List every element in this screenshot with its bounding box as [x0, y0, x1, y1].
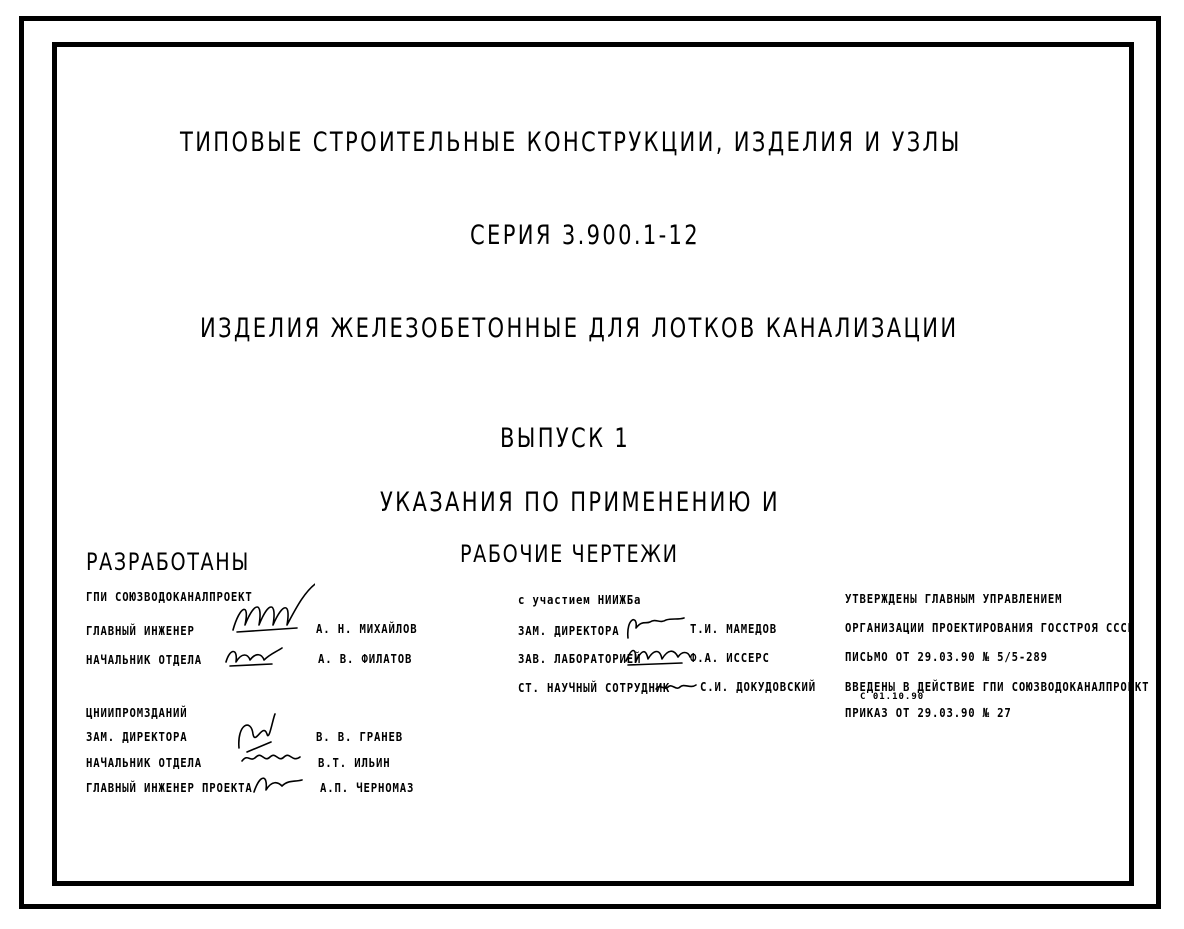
participation-heading: с участием НИИЖБа — [518, 592, 642, 607]
org2-role-1: ЗАМ. ДИРЕКТОРА — [86, 729, 188, 744]
signature-mikhailov — [225, 580, 315, 645]
document-subject: ИЗДЕЛИЯ ЖЕЛЕЗОБЕТОННЫЕ ДЛЯ ЛОТКОВ КАНАЛИЗАЦИИ — [200, 313, 959, 344]
org1-person-2: А. В. ФИЛАТОВ — [318, 651, 413, 666]
developed-heading: РАЗРАБОТАНЫ — [86, 548, 250, 576]
niizhb-person-1: Т.И. МАМЕДОВ — [690, 621, 777, 636]
niizhb-role-1: ЗАМ. ДИРЕКТОРА — [518, 623, 620, 638]
series-number: СЕРИЯ 3.900.1-12 — [470, 220, 701, 251]
org2-role-2: НАЧАЛЬНИК ОТДЕЛА — [86, 755, 202, 770]
org1-role-1: ГЛАВНЫЙ ИНЖЕНЕР — [86, 623, 195, 638]
niizhb-role-2: ЗАВ. ЛАБОРАТОРИЕЙ — [518, 651, 642, 666]
inner-frame — [52, 42, 1134, 886]
org2-person-1: В. В. ГРАНЕВ — [316, 729, 403, 744]
signature-issers — [622, 643, 692, 669]
signature-dokudovsky — [654, 679, 698, 695]
approval-order: ПРИКАЗ ОТ 29.03.90 № 27 — [845, 705, 1012, 720]
org2-person-2: В.Т. ИЛЬИН — [318, 755, 391, 770]
approval-enacted: ВВЕДЕНЫ В ДЕЙСТВИЕ ГПИ СОЮЗВОДОКАНАЛПРОЕКТ — [845, 679, 1150, 694]
content-line-1: УКАЗАНИЯ ПО ПРИМЕНЕНИЮ И — [380, 487, 780, 518]
niizhb-role-3: СТ. НАУЧНЫЙ СОТРУДНИК — [518, 680, 671, 695]
niizhb-person-2: Ф.А. ИССЕРС — [690, 650, 770, 665]
signature-filatov — [222, 642, 287, 670]
org2-role-3: ГЛАВНЫЙ ИНЖЕНЕР ПРОЕКТА — [86, 780, 253, 795]
org2-person-3: А.П. ЧЕРНОМАЗ — [320, 780, 415, 795]
org1-person-1: А. Н. МИХАЙЛОВ — [316, 621, 418, 636]
approval-line-1: УТВЕРЖДЕНЫ ГЛАВНЫМ УПРАВЛЕНИЕМ — [845, 591, 1063, 606]
org1-role-2: НАЧАЛЬНИК ОТДЕЛА — [86, 652, 202, 667]
content-line-2: РАБОЧИЕ ЧЕРТЕЖИ — [460, 540, 679, 568]
document-heading: ТИПОВЫЕ СТРОИТЕЛЬНЫЕ КОНСТРУКЦИИ, ИЗДЕЛИЯ И УЗЛЫ — [180, 127, 962, 158]
niizhb-person-3: С.И. ДОКУДОВСКИЙ — [700, 679, 816, 694]
approval-letter: ПИСЬМО ОТ 29.03.90 № 5/5-289 — [845, 649, 1048, 664]
org2-name: ЦНИИПРОМЗДАНИЙ — [86, 705, 188, 720]
signature-ilyin — [240, 747, 304, 769]
signature-mamedov — [622, 610, 686, 644]
signature-chernomaz — [250, 770, 306, 796]
approval-line-2: ОРГАНИЗАЦИИ ПРОЕКТИРОВАНИЯ ГОССТРОЯ СССР — [845, 620, 1135, 635]
issue-number: ВЫПУСК 1 — [500, 423, 631, 454]
approval-enacted-date: С 01.10.90 — [860, 692, 925, 702]
org1-name: ГПИ СОЮЗВОДОКАНАЛПРОЕКТ — [86, 589, 253, 604]
